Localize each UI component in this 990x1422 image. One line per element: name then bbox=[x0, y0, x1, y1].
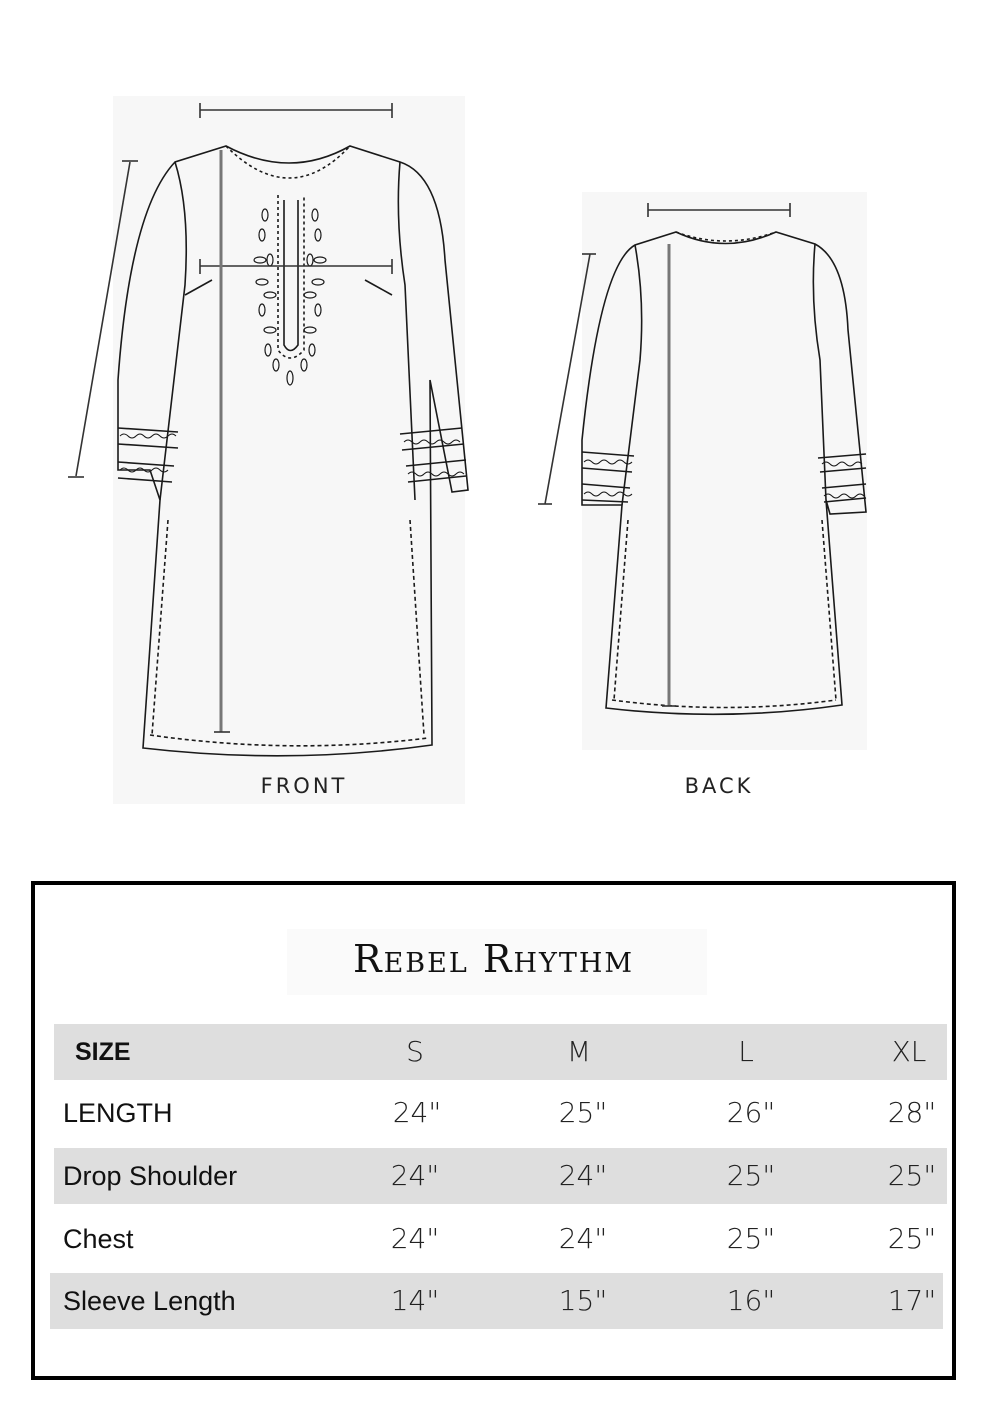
row-value: 26" bbox=[726, 1096, 776, 1129]
row-value: 14" bbox=[390, 1284, 440, 1317]
row-value: 24" bbox=[390, 1159, 440, 1192]
table-row bbox=[54, 1148, 947, 1204]
size-s: S bbox=[406, 1035, 424, 1068]
row-value: 28" bbox=[887, 1096, 937, 1129]
row-label: Drop Shoulder bbox=[63, 1161, 238, 1191]
row-label: LENGTH bbox=[63, 1098, 173, 1128]
row-label: Chest bbox=[63, 1224, 134, 1254]
size-l: L bbox=[738, 1035, 754, 1068]
table-row bbox=[50, 1273, 943, 1329]
row-label: Sleeve Length bbox=[63, 1286, 236, 1316]
header-row bbox=[54, 1024, 947, 1080]
row-value: 24" bbox=[392, 1096, 442, 1129]
size-chart bbox=[31, 881, 956, 1380]
size-m: M bbox=[566, 1035, 592, 1068]
table-row bbox=[54, 1085, 947, 1141]
row-value: 16" bbox=[726, 1284, 776, 1317]
front-view-label: FRONT bbox=[260, 774, 348, 798]
row-value: 17" bbox=[887, 1284, 937, 1317]
row-value: 24" bbox=[390, 1222, 440, 1255]
size-xl: XL bbox=[891, 1035, 927, 1068]
row-value: 25" bbox=[887, 1159, 937, 1192]
back-view-label: BACK bbox=[684, 774, 754, 798]
row-value: 25" bbox=[558, 1096, 608, 1129]
row-value: 25" bbox=[726, 1159, 776, 1192]
row-value: 24" bbox=[558, 1222, 608, 1255]
size-header-label: SIZE bbox=[75, 1038, 131, 1066]
table-row bbox=[54, 1211, 947, 1267]
chart-title: Rebel Rhythm bbox=[352, 937, 635, 981]
row-value: 25" bbox=[726, 1222, 776, 1255]
row-value: 25" bbox=[887, 1222, 937, 1255]
row-value: 15" bbox=[558, 1284, 608, 1317]
row-value: 24" bbox=[558, 1159, 608, 1192]
